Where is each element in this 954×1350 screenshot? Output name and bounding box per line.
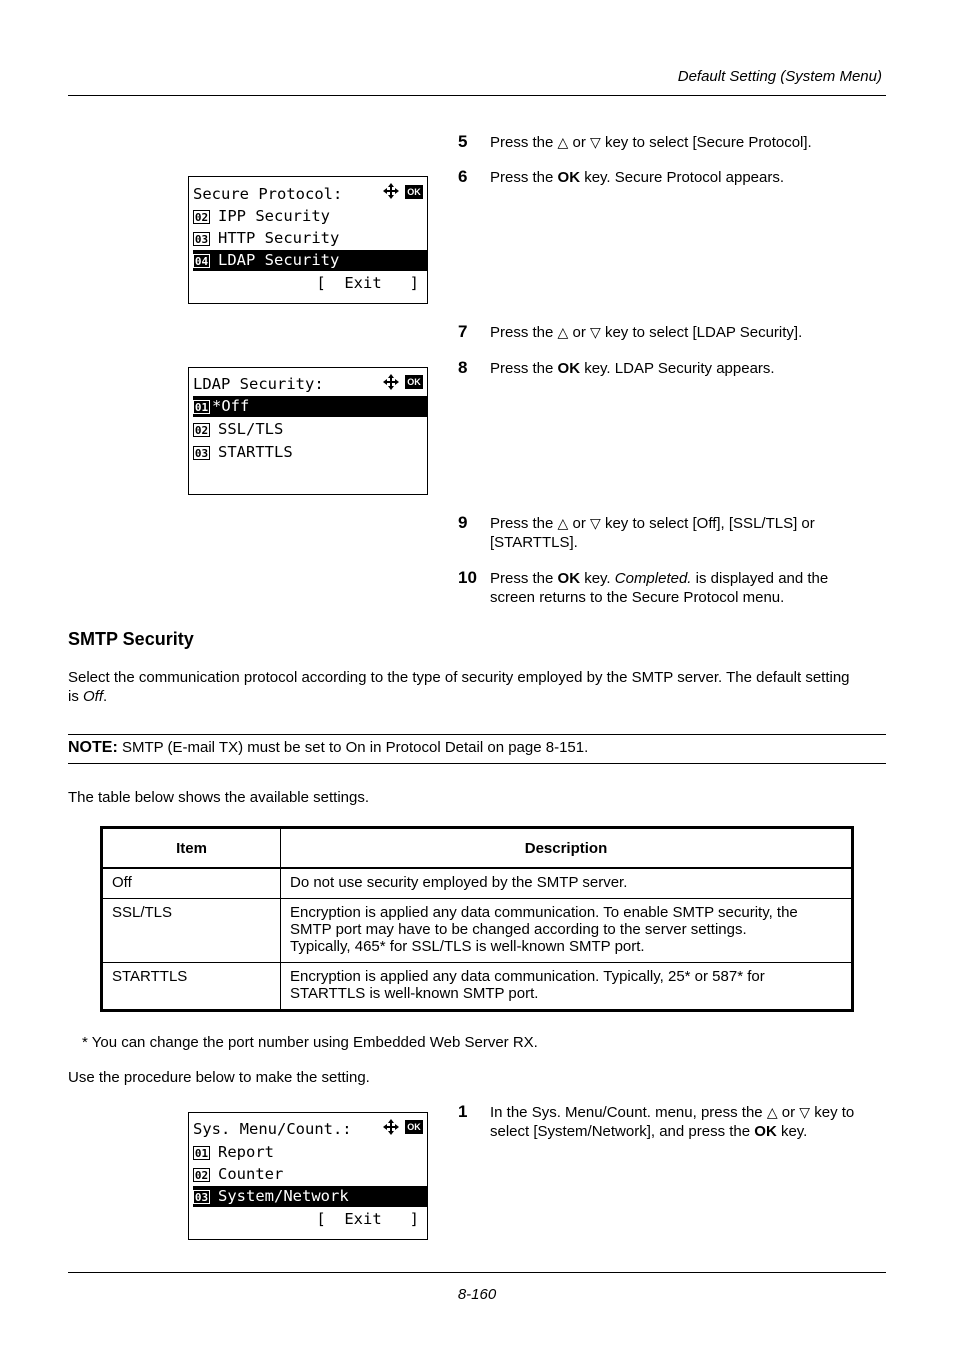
table-footnote: * You can change the port number using Embedded Web Server RX. — [82, 1034, 538, 1051]
lcd-title: Secure Protocol: — [193, 185, 343, 203]
table-intro: The table below shows the available settings. — [68, 789, 370, 806]
header-rule — [68, 95, 886, 96]
lcd-item-label: System/Network — [218, 1187, 349, 1205]
step-number: 8 — [458, 358, 468, 377]
table-row — [102, 899, 853, 963]
item-number-badge: 01 — [194, 1146, 209, 1160]
up-triangle-icon: △ — [557, 515, 569, 531]
note-top-rule — [68, 734, 886, 735]
down-triangle-icon: ▽ — [590, 134, 601, 150]
section-title: SMTP Security — [68, 629, 194, 649]
lcd-item-label: IPP Security — [218, 207, 330, 225]
note-text: SMTP (E-mail TX) must be set to On in Protocol Detail on page 8-151. — [117, 739, 589, 756]
step-number: 7 — [458, 322, 468, 341]
note-label: NOTE: — [68, 739, 118, 756]
lcd-list-item-selected — [193, 250, 427, 271]
item-number-badge: 02 — [194, 210, 209, 224]
step-text: Press the △ or ▽ key to select [Secure Protocol]. — [490, 134, 812, 151]
ok-icon: OK — [405, 1120, 423, 1134]
lcd-item-label: *Off — [212, 397, 250, 415]
step-text: Press the OK key. Secure Protocol appears. — [490, 169, 785, 186]
item-number-badge: 03 — [194, 1190, 209, 1204]
step-text: Press the △ or ▽ key to select [LDAP Security]. — [490, 324, 803, 341]
step-number: 10 — [458, 568, 477, 587]
footer-rule — [68, 1272, 886, 1273]
down-triangle-icon: ▽ — [590, 324, 601, 340]
step-text: Press the OK key. LDAP Security appears. — [490, 360, 775, 377]
lcd-ldap-security — [188, 367, 428, 495]
up-triangle-icon: △ — [557, 324, 569, 340]
step-text: Press the △ or ▽ key to select [Off], [SSL/TLS] or [STARTTLS]. — [490, 515, 815, 551]
item-number-badge: 02 — [194, 1168, 209, 1182]
lcd-list-item-selected — [193, 396, 427, 417]
lcd-softkey-exit: [ Exit ] — [316, 1210, 419, 1228]
lcd-list-item — [193, 1142, 427, 1163]
lcd-list-item — [193, 442, 427, 463]
lcd-item-label: Report — [218, 1143, 274, 1161]
column-header-item: Item — [102, 828, 281, 869]
up-triangle-icon: △ — [766, 1104, 778, 1120]
note — [68, 738, 588, 757]
description-cell: Do not use security employed by the SMTP server. — [281, 868, 853, 899]
navigation-arrows-icon — [381, 181, 401, 201]
lcd-softkey-exit: [ Exit ] — [316, 274, 419, 292]
item-number-badge: 02 — [194, 423, 209, 437]
lcd-item-label: STARTTLS — [218, 443, 293, 461]
ok-icon: OK — [405, 185, 423, 199]
item-cell: STARTTLS — [102, 963, 281, 1011]
step-text: In the Sys. Menu/Count. menu, press the △ or ▽ key to select [System/Network], and press the OK key. — [490, 1104, 855, 1140]
table-header-row — [102, 828, 853, 869]
step-number: 5 — [458, 132, 468, 151]
lcd-list-item — [193, 206, 427, 227]
item-number-badge: 04 — [194, 254, 209, 268]
procedure-intro: Use the procedure below to make the setting. — [68, 1069, 370, 1086]
ok-icon: OK — [405, 375, 423, 389]
table-row — [102, 963, 853, 1011]
lcd-sys-menu-count — [188, 1112, 428, 1240]
lcd-title: LDAP Security: — [193, 375, 324, 393]
lcd-list-item-selected — [193, 1186, 427, 1207]
lcd-item-label: Counter — [218, 1165, 284, 1183]
item-number-badge: 03 — [194, 232, 209, 246]
item-number-badge: 01 — [194, 400, 209, 414]
lcd-list-item — [193, 419, 427, 440]
up-triangle-icon: △ — [557, 134, 569, 150]
table-row — [102, 868, 853, 899]
settings-table — [100, 826, 854, 1012]
note-bottom-rule — [68, 763, 886, 764]
section-intro: Select the communication protocol according to the type of security employed by the SMTP server. The default setting is Off. — [68, 669, 850, 705]
down-triangle-icon: ▽ — [799, 1104, 811, 1120]
step-number: 9 — [458, 513, 468, 532]
lcd-secure-protocol — [188, 176, 428, 304]
down-triangle-icon: ▽ — [590, 515, 601, 531]
step-text: Press the OK key. Completed. is displayed and the screen returns to the Secure Protocol menu. — [490, 570, 829, 606]
navigation-arrows-icon — [381, 372, 401, 392]
lcd-item-label: SSL/TLS — [218, 420, 284, 438]
column-header-description: Description — [281, 828, 853, 869]
item-number-badge: 03 — [194, 446, 209, 460]
navigation-arrows-icon — [381, 1117, 401, 1137]
item-cell: Off — [102, 868, 281, 899]
lcd-item-label: HTTP Security — [218, 229, 340, 247]
lcd-item-label: LDAP Security — [218, 251, 340, 269]
lcd-title: Sys. Menu/Count.: — [193, 1120, 352, 1138]
page-number: 8-160 — [457, 1286, 497, 1303]
lcd-list-item — [193, 228, 427, 249]
step-number: 1 — [458, 1102, 468, 1121]
item-cell: SSL/TLS — [102, 899, 281, 963]
lcd-list-item — [193, 1164, 427, 1185]
description-cell: Encryption is applied any data communication. To enable SMTP security, the SMTP port may have to be changed according to the server settings. Typically, 465* for SSL/TLS is well-known SMTP port. — [281, 899, 853, 963]
step-number: 6 — [458, 167, 468, 186]
description-cell: Encryption is applied any data communication. Typically, 25* or 587* for STARTTLS is well-known SMTP port. — [281, 963, 853, 1011]
running-header: Default Setting (System Menu) — [677, 68, 882, 85]
